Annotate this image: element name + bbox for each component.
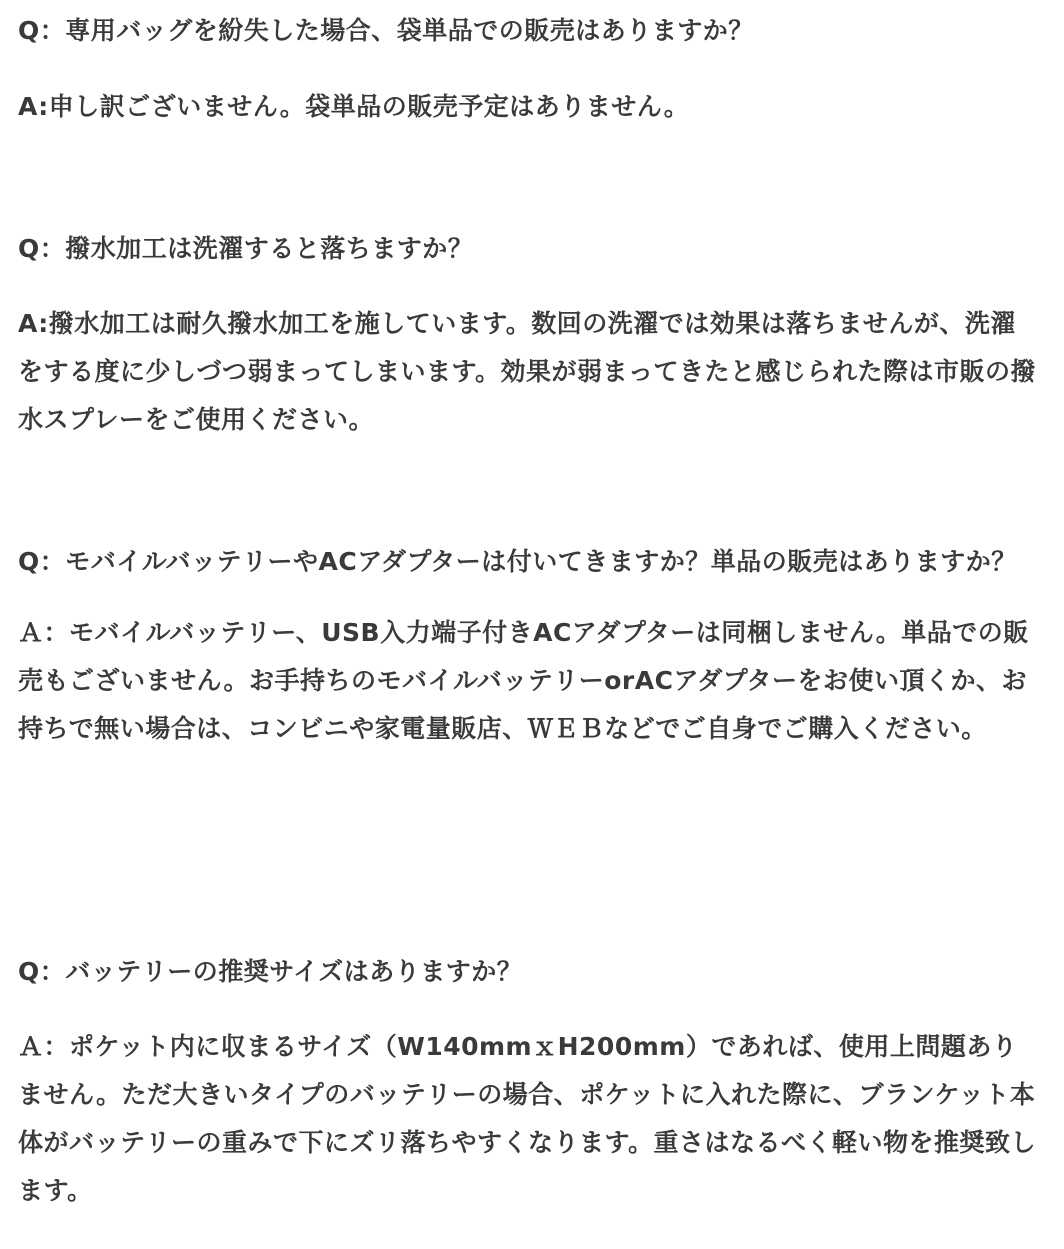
faq-question: Q：バッテリーの推奨サイズはありますか？ — [18, 957, 523, 986]
faq-question: Q：専用バッグを紛失した場合、袋単品での販売はありますか？ — [18, 16, 754, 45]
faq-item-1 — [18, 6, 1038, 131]
faq-item-4 — [18, 947, 1038, 1215]
faq-answer: A:申し訳ございません。袋単品の販売予定はありません。 — [18, 92, 690, 121]
faq-item-2 — [18, 224, 1038, 444]
faq-answer: Ａ：ポケット内に収まるサイズ（W140mmｘH200mm）であれば、使用上問題ありません。ただ大きいタイプのバッテリーの場合、ポケットに入れた際に、ブランケット本体がバッテリーの重みで下にズリ落ちやすくなります。重さはなるべく軽い物を推奨致します。 — [18, 1032, 1037, 1205]
faq-question: Q：撥水加工は洗濯すると落ちますか？ — [18, 234, 474, 263]
faq-answer: Ａ：モバイルバッテリー、USB入力端子付きACアダプターは同梱しません。単品での販売もございません。お手持ちのモバイルバッテリーorACアダプターをお使い頂くか、お持ちで無い場合は、コンビニや家電量販店、ＷＥＢなどでご自身でご購入ください。 — [18, 618, 1029, 743]
faq-question: Q：モバイルバッテリーやACアダプターは付いてきますか？単品の販売はありますか？ — [18, 547, 1017, 576]
faq-answer: A:撥水加工は耐久撥水加工を施しています。数回の洗濯では効果は落ちませんが、洗濯をする度に少しづつ弱まってしまいます。効果が弱まってきたと感じられた際は市販の撥水スプレーをご使用ください。 — [18, 309, 1037, 434]
faq-item-3 — [18, 537, 1038, 753]
